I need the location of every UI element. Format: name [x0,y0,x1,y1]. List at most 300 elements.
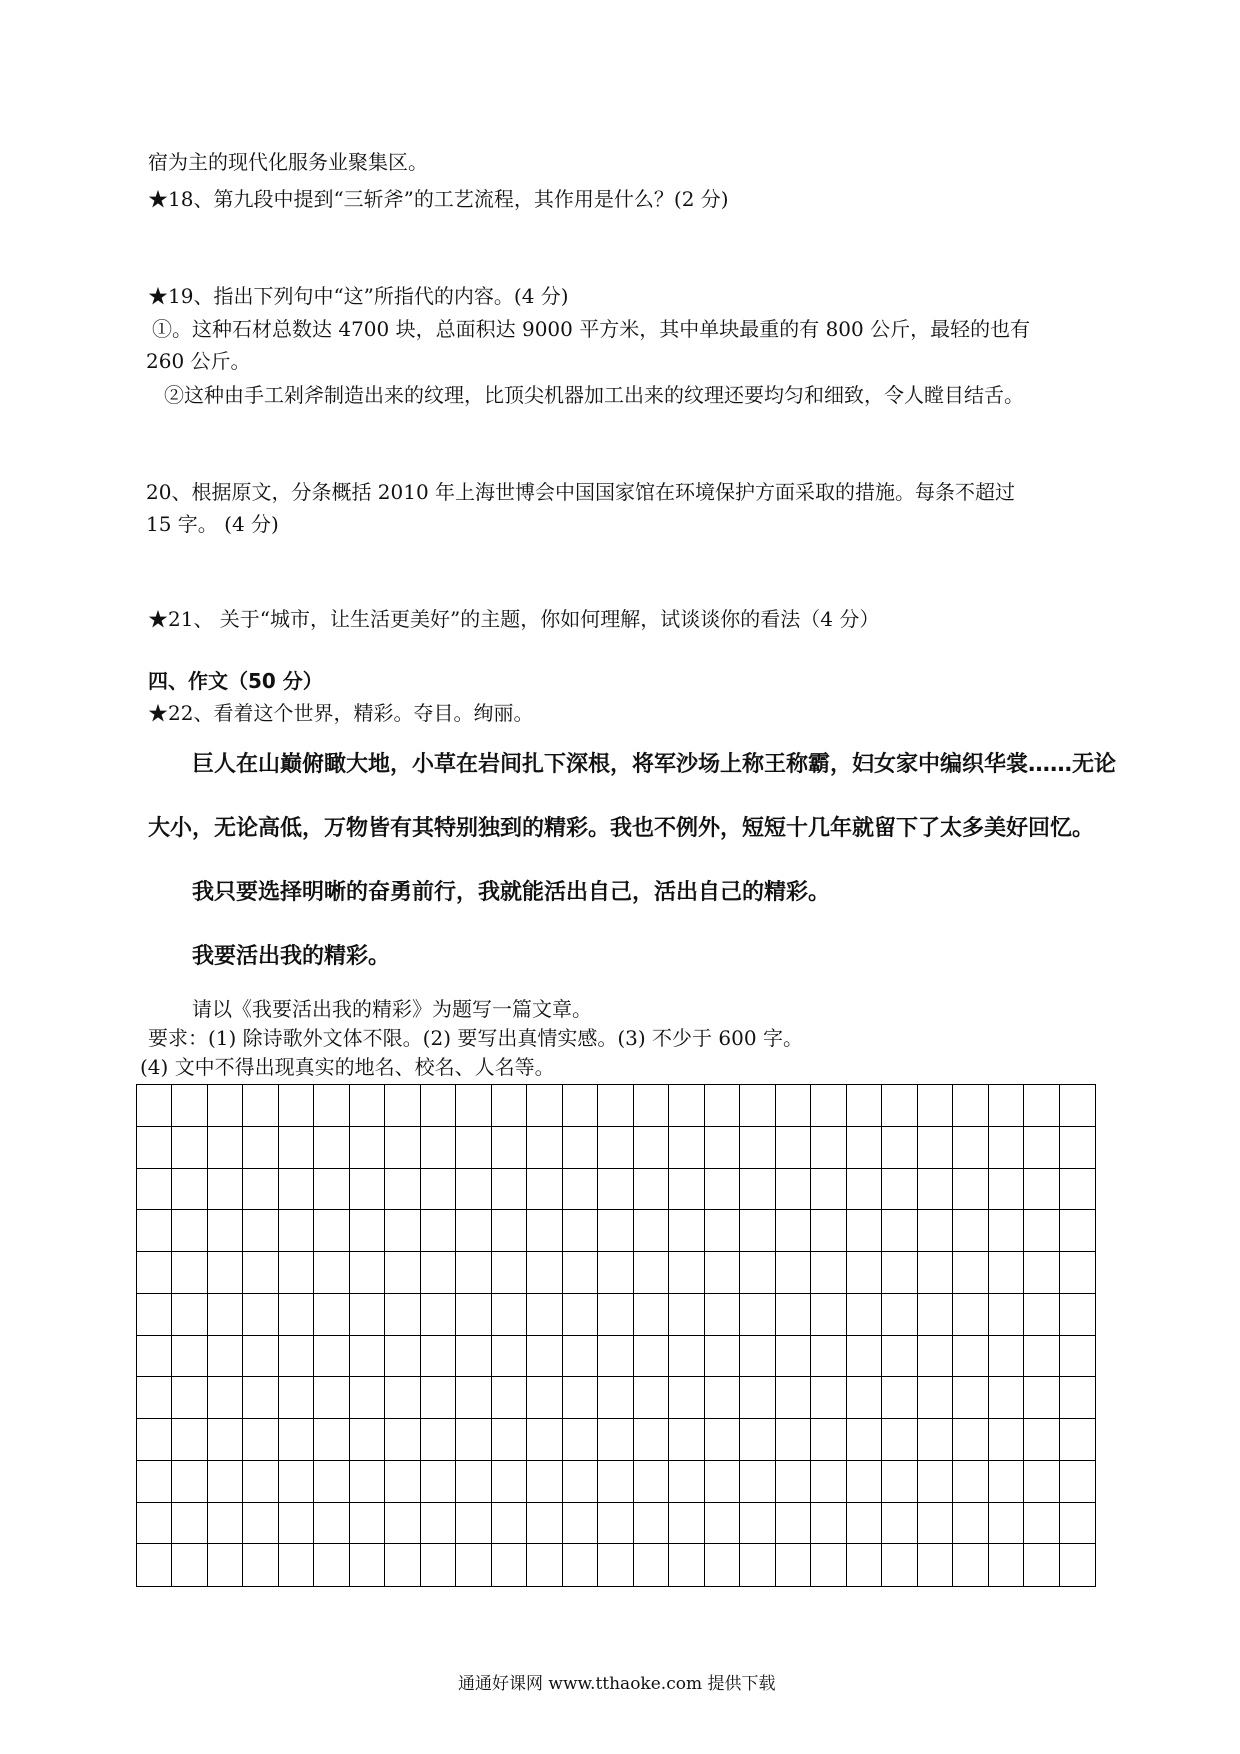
grid-cell[interactable] [137,1336,172,1377]
grid-cell[interactable] [421,1419,456,1461]
grid-cell[interactable] [350,1544,385,1586]
grid-cell[interactable] [882,1210,918,1252]
grid-cell[interactable] [989,1336,1024,1377]
grid-cell[interactable] [243,1336,279,1377]
grid-cell[interactable] [705,1461,740,1503]
grid-cell[interactable] [492,1544,527,1586]
grid-cell[interactable] [456,1210,492,1252]
grid-cell[interactable] [598,1169,634,1210]
grid-cell[interactable] [669,1461,705,1503]
grid-cell[interactable] [882,1085,918,1127]
grid-cell[interactable] [918,1461,953,1503]
grid-cell[interactable] [882,1294,918,1336]
grid-cell[interactable] [385,1461,421,1503]
grid-cell[interactable] [172,1377,208,1419]
grid-cell[interactable] [492,1294,527,1336]
grid-cell[interactable] [492,1377,527,1419]
grid-cell[interactable] [279,1503,314,1544]
grid-cell[interactable] [669,1085,705,1127]
grid-cell[interactable] [527,1461,563,1503]
grid-cell[interactable] [598,1503,634,1544]
grid-cell[interactable] [137,1252,172,1294]
grid-cell[interactable] [456,1085,492,1127]
grid-cell[interactable] [172,1210,208,1252]
grid-cell[interactable] [669,1336,705,1377]
grid-cell[interactable] [989,1377,1024,1419]
grid-cell[interactable] [598,1419,634,1461]
grid-cell[interactable] [563,1419,598,1461]
grid-cell[interactable] [243,1419,279,1461]
grid-cell[interactable] [740,1544,776,1586]
grid-cell[interactable] [847,1210,882,1252]
grid-cell[interactable] [669,1294,705,1336]
grid-cell[interactable] [492,1336,527,1377]
grid-cell[interactable] [882,1169,918,1210]
grid-cell[interactable] [208,1294,243,1336]
grid-cell[interactable] [598,1294,634,1336]
grid-cell[interactable] [811,1336,847,1377]
grid-cell[interactable] [243,1377,279,1419]
grid-cell[interactable] [527,1377,563,1419]
grid-cell[interactable] [137,1377,172,1419]
grid-cell[interactable] [1060,1503,1095,1544]
grid-cell[interactable] [705,1210,740,1252]
grid-cell[interactable] [598,1252,634,1294]
grid-cell[interactable] [137,1169,172,1210]
grid-cell[interactable] [847,1127,882,1169]
grid-cell[interactable] [1024,1085,1060,1127]
grid-cell[interactable] [1024,1127,1060,1169]
grid-cell[interactable] [527,1169,563,1210]
grid-cell[interactable] [421,1169,456,1210]
grid-cell[interactable] [740,1210,776,1252]
grid-cell[interactable] [811,1252,847,1294]
grid-cell[interactable] [527,1419,563,1461]
grid-cell[interactable] [669,1252,705,1294]
grid-cell[interactable] [989,1544,1024,1586]
grid-cell[interactable] [385,1252,421,1294]
grid-cell[interactable] [421,1210,456,1252]
grid-cell[interactable] [776,1544,811,1586]
grid-cell[interactable] [563,1127,598,1169]
grid-cell[interactable] [776,1377,811,1419]
grid-cell[interactable] [776,1127,811,1169]
grid-cell[interactable] [669,1169,705,1210]
grid-cell[interactable] [492,1085,527,1127]
grid-cell[interactable] [563,1336,598,1377]
grid-cell[interactable] [882,1377,918,1419]
grid-cell[interactable] [314,1210,350,1252]
grid-cell[interactable] [243,1169,279,1210]
grid-cell[interactable] [1024,1336,1060,1377]
grid-cell[interactable] [350,1294,385,1336]
grid-cell[interactable] [563,1544,598,1586]
grid-cell[interactable] [598,1377,634,1419]
grid-cell[interactable] [563,1085,598,1127]
grid-cell[interactable] [705,1127,740,1169]
grid-cell[interactable] [811,1294,847,1336]
grid-cell[interactable] [598,1127,634,1169]
grid-cell[interactable] [527,1503,563,1544]
grid-cell[interactable] [172,1085,208,1127]
grid-cell[interactable] [847,1377,882,1419]
grid-cell[interactable] [279,1544,314,1586]
grid-cell[interactable] [953,1377,989,1419]
grid-cell[interactable] [598,1085,634,1127]
grid-cell[interactable] [385,1419,421,1461]
grid-cell[interactable] [1024,1377,1060,1419]
grid-cell[interactable] [492,1127,527,1169]
grid-cell[interactable] [137,1294,172,1336]
grid-cell[interactable] [1024,1210,1060,1252]
grid-cell[interactable] [279,1294,314,1336]
grid-cell[interactable] [1060,1419,1095,1461]
grid-cell[interactable] [918,1419,953,1461]
grid-cell[interactable] [740,1169,776,1210]
grid-cell[interactable] [705,1377,740,1419]
grid-cell[interactable] [563,1461,598,1503]
grid-cell[interactable] [456,1294,492,1336]
grid-cell[interactable] [776,1169,811,1210]
grid-cell[interactable] [989,1252,1024,1294]
grid-cell[interactable] [918,1252,953,1294]
grid-cell[interactable] [350,1210,385,1252]
grid-cell[interactable] [740,1085,776,1127]
grid-cell[interactable] [705,1336,740,1377]
grid-cell[interactable] [705,1544,740,1586]
grid-cell[interactable] [137,1085,172,1127]
grid-cell[interactable] [882,1127,918,1169]
grid-cell[interactable] [1060,1544,1095,1586]
grid-cell[interactable] [243,1544,279,1586]
grid-cell[interactable] [456,1252,492,1294]
grid-cell[interactable] [492,1210,527,1252]
grid-cell[interactable] [527,1127,563,1169]
grid-cell[interactable] [421,1503,456,1544]
grid-cell[interactable] [705,1252,740,1294]
grid-cell[interactable] [137,1544,172,1586]
grid-cell[interactable] [847,1419,882,1461]
grid-cell[interactable] [385,1294,421,1336]
grid-cell[interactable] [740,1377,776,1419]
grid-cell[interactable] [989,1127,1024,1169]
grid-cell[interactable] [456,1336,492,1377]
writing-grid[interactable] [136,1084,1096,1587]
grid-cell[interactable] [634,1336,669,1377]
grid-cell[interactable] [527,1252,563,1294]
grid-cell[interactable] [350,1377,385,1419]
grid-cell[interactable] [527,1336,563,1377]
grid-cell[interactable] [918,1294,953,1336]
grid-cell[interactable] [1024,1544,1060,1586]
grid-cell[interactable] [669,1210,705,1252]
grid-cell[interactable] [847,1336,882,1377]
grid-cell[interactable] [421,1336,456,1377]
grid-cell[interactable] [918,1169,953,1210]
grid-cell[interactable] [208,1085,243,1127]
grid-cell[interactable] [279,1419,314,1461]
grid-cell[interactable] [847,1503,882,1544]
grid-cell[interactable] [811,1127,847,1169]
grid-cell[interactable] [1060,1085,1095,1127]
grid-cell[interactable] [208,1461,243,1503]
grid-cell[interactable] [421,1252,456,1294]
grid-cell[interactable] [811,1503,847,1544]
grid-cell[interactable] [705,1419,740,1461]
grid-cell[interactable] [989,1169,1024,1210]
grid-cell[interactable] [563,1294,598,1336]
grid-cell[interactable] [740,1127,776,1169]
grid-cell[interactable] [492,1169,527,1210]
grid-cell[interactable] [279,1252,314,1294]
grid-cell[interactable] [598,1336,634,1377]
grid-cell[interactable] [634,1252,669,1294]
grid-cell[interactable] [918,1336,953,1377]
grid-cell[interactable] [953,1210,989,1252]
grid-cell[interactable] [279,1210,314,1252]
grid-cell[interactable] [172,1127,208,1169]
grid-cell[interactable] [456,1544,492,1586]
grid-cell[interactable] [350,1127,385,1169]
grid-cell[interactable] [385,1336,421,1377]
grid-cell[interactable] [421,1127,456,1169]
grid-cell[interactable] [421,1294,456,1336]
grid-cell[interactable] [456,1419,492,1461]
grid-cell[interactable] [634,1461,669,1503]
grid-cell[interactable] [243,1503,279,1544]
grid-cell[interactable] [1060,1461,1095,1503]
grid-cell[interactable] [989,1503,1024,1544]
grid-cell[interactable] [172,1419,208,1461]
grid-cell[interactable] [953,1419,989,1461]
grid-cell[interactable] [243,1252,279,1294]
grid-cell[interactable] [882,1503,918,1544]
grid-cell[interactable] [1024,1461,1060,1503]
grid-cell[interactable] [314,1336,350,1377]
grid-cell[interactable] [634,1085,669,1127]
grid-cell[interactable] [989,1461,1024,1503]
grid-cell[interactable] [776,1085,811,1127]
grid-cell[interactable] [953,1503,989,1544]
grid-cell[interactable] [243,1461,279,1503]
grid-cell[interactable] [563,1210,598,1252]
grid-cell[interactable] [811,1461,847,1503]
grid-cell[interactable] [953,1169,989,1210]
grid-cell[interactable] [705,1503,740,1544]
grid-cell[interactable] [314,1503,350,1544]
grid-cell[interactable] [1060,1294,1095,1336]
grid-cell[interactable] [527,1085,563,1127]
grid-cell[interactable] [243,1294,279,1336]
grid-cell[interactable] [208,1210,243,1252]
grid-cell[interactable] [279,1377,314,1419]
grid-cell[interactable] [350,1252,385,1294]
grid-cell[interactable] [350,1085,385,1127]
grid-cell[interactable] [634,1503,669,1544]
grid-cell[interactable] [350,1336,385,1377]
grid-cell[interactable] [882,1252,918,1294]
grid-cell[interactable] [953,1544,989,1586]
grid-cell[interactable] [811,1419,847,1461]
grid-cell[interactable] [421,1085,456,1127]
grid-cell[interactable] [172,1169,208,1210]
grid-cell[interactable] [314,1252,350,1294]
grid-cell[interactable] [563,1503,598,1544]
grid-cell[interactable] [492,1419,527,1461]
grid-cell[interactable] [776,1336,811,1377]
grid-cell[interactable] [811,1377,847,1419]
grid-cell[interactable] [208,1377,243,1419]
grid-cell[interactable] [421,1544,456,1586]
grid-cell[interactable] [740,1294,776,1336]
grid-cell[interactable] [953,1252,989,1294]
grid-cell[interactable] [1060,1210,1095,1252]
grid-cell[interactable] [137,1503,172,1544]
grid-cell[interactable] [740,1419,776,1461]
grid-cell[interactable] [598,1461,634,1503]
grid-cell[interactable] [314,1085,350,1127]
grid-cell[interactable] [598,1544,634,1586]
grid-cell[interactable] [350,1461,385,1503]
grid-cell[interactable] [1024,1419,1060,1461]
grid-cell[interactable] [811,1169,847,1210]
grid-cell[interactable] [953,1085,989,1127]
grid-cell[interactable] [350,1169,385,1210]
grid-cell[interactable] [208,1252,243,1294]
grid-cell[interactable] [776,1252,811,1294]
grid-cell[interactable] [918,1377,953,1419]
grid-cell[interactable] [598,1210,634,1252]
grid-cell[interactable] [776,1294,811,1336]
grid-cell[interactable] [314,1461,350,1503]
grid-cell[interactable] [953,1127,989,1169]
grid-cell[interactable] [989,1294,1024,1336]
grid-cell[interactable] [1024,1169,1060,1210]
grid-cell[interactable] [243,1127,279,1169]
grid-cell[interactable] [669,1377,705,1419]
grid-cell[interactable] [847,1169,882,1210]
grid-cell[interactable] [847,1252,882,1294]
grid-cell[interactable] [172,1461,208,1503]
grid-cell[interactable] [669,1503,705,1544]
grid-cell[interactable] [847,1294,882,1336]
grid-cell[interactable] [740,1252,776,1294]
grid-cell[interactable] [492,1252,527,1294]
grid-cell[interactable] [137,1127,172,1169]
grid-cell[interactable] [492,1503,527,1544]
grid-cell[interactable] [705,1294,740,1336]
grid-cell[interactable] [669,1127,705,1169]
grid-cell[interactable] [918,1210,953,1252]
grid-cell[interactable] [563,1252,598,1294]
grid-cell[interactable] [847,1085,882,1127]
grid-cell[interactable] [563,1377,598,1419]
grid-cell[interactable] [669,1419,705,1461]
grid-cell[interactable] [456,1127,492,1169]
grid-cell[interactable] [456,1377,492,1419]
grid-cell[interactable] [314,1294,350,1336]
grid-cell[interactable] [563,1169,598,1210]
grid-cell[interactable] [385,1085,421,1127]
grid-cell[interactable] [1060,1252,1095,1294]
grid-cell[interactable] [634,1377,669,1419]
grid-cell[interactable] [314,1127,350,1169]
grid-cell[interactable] [243,1085,279,1127]
grid-cell[interactable] [172,1294,208,1336]
grid-cell[interactable] [385,1210,421,1252]
grid-cell[interactable] [811,1544,847,1586]
grid-cell[interactable] [279,1336,314,1377]
grid-cell[interactable] [137,1461,172,1503]
grid-cell[interactable] [279,1461,314,1503]
grid-cell[interactable] [1060,1336,1095,1377]
grid-cell[interactable] [421,1377,456,1419]
grid-cell[interactable] [882,1461,918,1503]
grid-cell[interactable] [350,1503,385,1544]
grid-cell[interactable] [456,1169,492,1210]
grid-cell[interactable] [989,1419,1024,1461]
grid-cell[interactable] [172,1252,208,1294]
grid-cell[interactable] [172,1503,208,1544]
grid-cell[interactable] [421,1461,456,1503]
grid-cell[interactable] [137,1419,172,1461]
grid-cell[interactable] [208,1127,243,1169]
grid-cell[interactable] [953,1336,989,1377]
grid-cell[interactable] [279,1169,314,1210]
grid-cell[interactable] [634,1210,669,1252]
grid-cell[interactable] [279,1127,314,1169]
grid-cell[interactable] [172,1336,208,1377]
grid-cell[interactable] [740,1336,776,1377]
grid-cell[interactable] [208,1169,243,1210]
grid-cell[interactable] [385,1169,421,1210]
grid-cell[interactable] [811,1085,847,1127]
grid-cell[interactable] [314,1169,350,1210]
grid-cell[interactable] [705,1169,740,1210]
grid-cell[interactable] [527,1544,563,1586]
grid-cell[interactable] [953,1461,989,1503]
grid-cell[interactable] [385,1544,421,1586]
grid-cell[interactable] [1060,1169,1095,1210]
grid-cell[interactable] [918,1127,953,1169]
grid-cell[interactable] [492,1461,527,1503]
grid-cell[interactable] [634,1127,669,1169]
grid-cell[interactable] [634,1544,669,1586]
grid-cell[interactable] [882,1544,918,1586]
grid-cell[interactable] [208,1419,243,1461]
grid-cell[interactable] [669,1544,705,1586]
grid-cell[interactable] [1060,1377,1095,1419]
grid-cell[interactable] [989,1085,1024,1127]
grid-cell[interactable] [208,1503,243,1544]
grid-cell[interactable] [634,1419,669,1461]
grid-cell[interactable] [385,1503,421,1544]
grid-cell[interactable] [989,1210,1024,1252]
grid-cell[interactable] [385,1127,421,1169]
grid-cell[interactable] [314,1377,350,1419]
grid-cell[interactable] [1060,1127,1095,1169]
grid-cell[interactable] [314,1544,350,1586]
grid-cell[interactable] [456,1461,492,1503]
grid-cell[interactable] [1024,1294,1060,1336]
grid-cell[interactable] [456,1503,492,1544]
grid-cell[interactable] [527,1294,563,1336]
grid-cell[interactable] [350,1419,385,1461]
grid-cell[interactable] [847,1461,882,1503]
grid-cell[interactable] [172,1544,208,1586]
grid-cell[interactable] [314,1419,350,1461]
grid-cell[interactable] [1024,1252,1060,1294]
